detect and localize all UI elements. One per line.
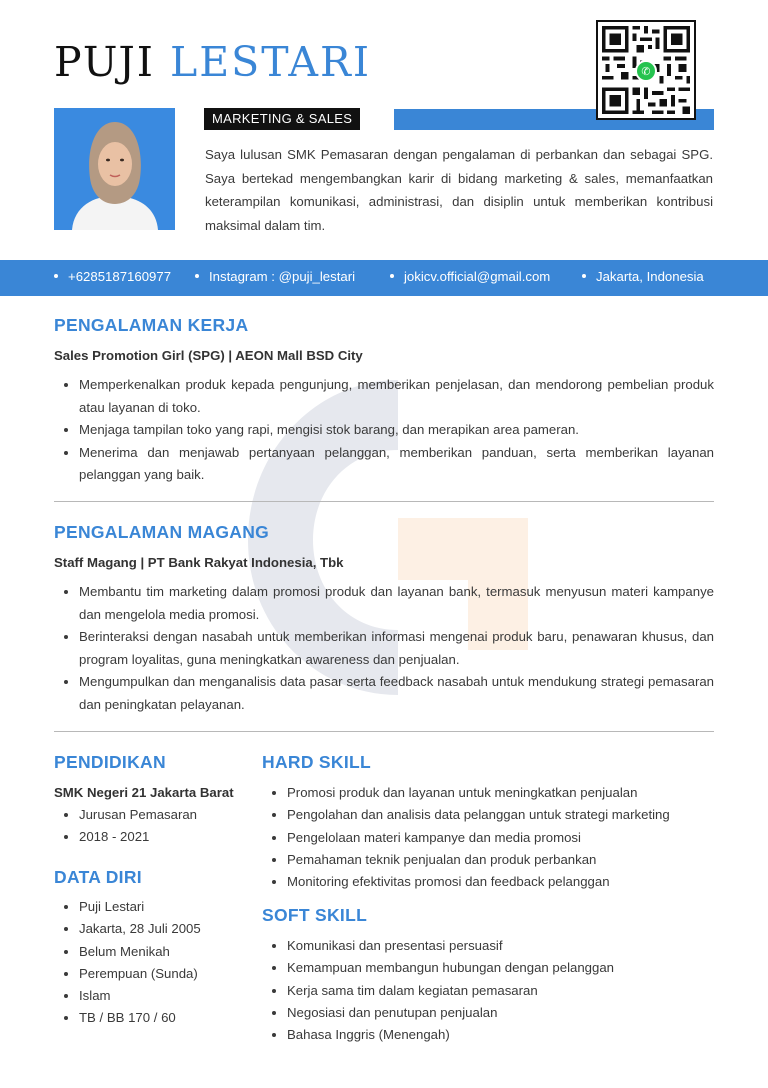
bullet-icon (195, 274, 199, 278)
list-item: Puji Lestari (60, 896, 201, 918)
list-item: Perempuan (Sunda) (60, 963, 201, 985)
internship-bullets (60, 581, 714, 717)
list-item: Komunikasi dan presentasi persuasif (268, 935, 614, 957)
first-name: PUJI (54, 38, 155, 86)
education-list (60, 804, 197, 849)
list-item: Berinteraksi dengan nasabah untuk memberikan informasi mengenai produk baru, penawaran khusus, dan program loyalitas, guna meningkatkan awareness dan penjualan. (60, 626, 714, 671)
list-item: Kemampuan membangun hubungan dengan pelanggan (268, 957, 614, 979)
list-item: Membantu tim marketing dalam promosi produk dan layanan bank, termasuk menyusun materi kampanye dan mengelola media promosi. (60, 581, 714, 626)
list-item: Promosi produk dan layanan untuk meningkatkan penjualan (268, 782, 670, 804)
list-item: 2018 - 2021 (60, 826, 197, 848)
work-experience-title: PENGALAMAN KERJA (54, 315, 249, 335)
list-item: Pengelolaan materi kampanye dan media promosi (268, 827, 670, 849)
profile-photo (54, 108, 175, 230)
contact-instagram[interactable]: Instagram : @puji_lestari (195, 269, 355, 284)
role-title: MARKETING & SALES (204, 108, 360, 130)
list-item: Jakarta, 28 Juli 2005 (60, 918, 201, 940)
list-item: Pengolahan dan analisis data pelanggan untuk strategi marketing (268, 804, 670, 826)
soft-skill-list (268, 935, 614, 1046)
internship-title: PENGALAMAN MAGANG (54, 522, 270, 542)
personal-data-list (60, 896, 201, 1030)
list-item: Mengumpulkan dan menganalisis data pasar serta feedback nasabah untuk mendukung strategi pemasaran dan peningkatan pelayanan. (60, 671, 714, 716)
contact-email[interactable]: jokicv.official@gmail.com (390, 269, 550, 284)
list-item: Pemahaman teknik penjualan dan produk perbankan (268, 849, 670, 871)
education-title: PENDIDIKAN (54, 752, 166, 772)
list-item: Jurusan Pemasaran (60, 804, 197, 826)
bullet-icon (582, 274, 586, 278)
list-item: Menerima dan menjawab pertanyaan pelanggan, memberikan panduan, serta memberikan layanan pelanggan yang baik. (60, 442, 714, 487)
bullet-icon (54, 274, 58, 278)
school-name: SMK Negeri 21 Jakarta Barat (54, 785, 234, 800)
list-item: Menjaga tampilan toko yang rapi, mengisi stok barang, dan merapikan area pameran. (60, 419, 714, 442)
profile-summary: Saya lulusan SMK Pemasaran dengan pengalaman di perbankan dan sebagai SPG. Saya bertekad mengembangkan karir di bidang marketing & sales, memanfaatkan keterampilan komunikasi, administrasi, dan disiplin untuk memberikan kontribusi maksimal dalam tim. (205, 147, 713, 233)
contact-location: Jakarta, Indonesia (582, 269, 704, 284)
work-bullets (60, 374, 714, 487)
list-item: Negosiasi dan penutupan penjualan (268, 1002, 614, 1024)
internship-job-title: Staff Magang | PT Bank Rakyat Indonesia, Tbk (54, 555, 344, 570)
bullet-icon (390, 274, 394, 278)
contact-phone[interactable]: +6285187160977 (54, 269, 171, 284)
list-item: TB / BB 170 / 60 (60, 1007, 201, 1029)
personal-data-title: DATA DIRI (54, 867, 142, 887)
list-item: Belum Menikah (60, 941, 201, 963)
soft-skill-title: SOFT SKILL (262, 905, 368, 925)
contact-bar (0, 260, 768, 296)
whatsapp-icon: ✆ (635, 60, 657, 82)
list-item: Kerja sama tim dalam kegiatan pemasaran (268, 980, 614, 1002)
list-item: Islam (60, 985, 201, 1007)
list-item: Bahasa Inggris (Menengah) (268, 1024, 614, 1046)
section-divider (54, 501, 714, 502)
list-item: Monitoring efektivitas promosi dan feedback pelanggan (268, 871, 670, 893)
qr-code-icon[interactable] (596, 20, 696, 120)
hard-skill-list (268, 782, 670, 893)
work-job-title: Sales Promotion Girl (SPG) | AEON Mall BSD City (54, 348, 363, 363)
hard-skill-title: HARD SKILL (262, 752, 371, 772)
list-item: Memperkenalkan produk kepada pengunjung, memberikan penjelasan, dan mendorong pembelian produk atau layanan di toko. (60, 374, 714, 419)
last-name: LESTARI (170, 38, 372, 86)
section-divider (54, 731, 714, 732)
candidate-name (54, 38, 371, 86)
